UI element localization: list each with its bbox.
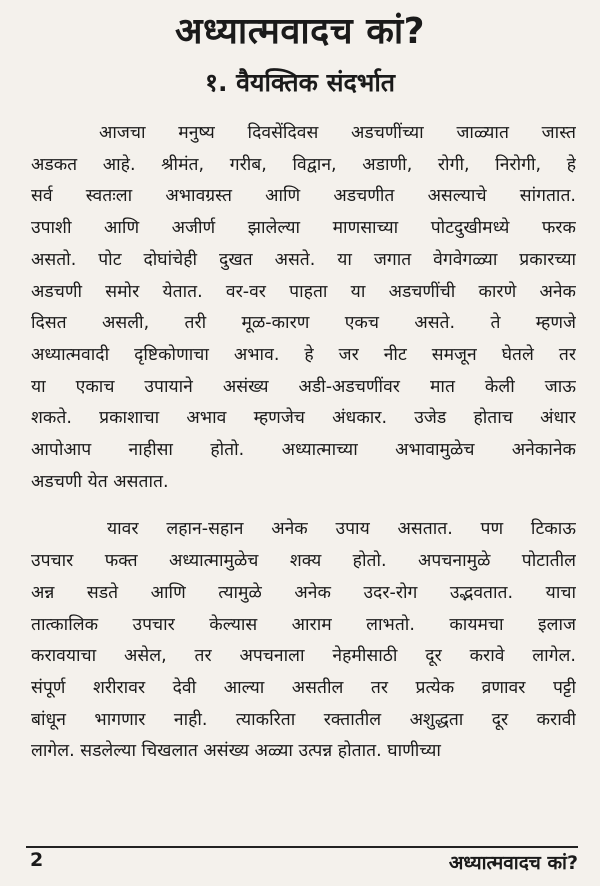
text-line: अडकत आहे. श्रीमंत, गरीब, विद्वान, अडाणी, रोगी, निरोगी, हे <box>31 154 576 175</box>
text-line: संपूर्ण शरीरावर देवी आल्या असतील तर प्रत्येक व्रणावर पट्टी <box>31 677 576 698</box>
text-line: तात्कालिक उपचार केल्यास आराम लाभतो. कायमचा इलाज <box>31 614 576 635</box>
text-line: सर्व स्वतःला अभावग्रस्त आणि अडचणीत असल्याचे सांगतात. <box>31 186 576 207</box>
text-line: आपोआप नाहीसा होतो. अध्यात्माच्या अभावामुळेच अनेकानेक <box>31 440 576 461</box>
text-line: आजचा मनुष्य दिवसेंदिवस अडचणींच्या जाळ्यात जास्त <box>99 123 576 143</box>
text-line: उपचार फक्त अध्यात्मामुळेच शक्य होतो. अपचनामुळे पोटातील <box>31 551 576 572</box>
paragraph-2 <box>31 514 576 768</box>
text-line: यावर लहान-सहान अनेक उपाय असतात. पण टिकाऊ <box>107 519 576 540</box>
text-line: अडचणी समोर येतात. वर-वर पाहता या अडचणींची कारणे अनेक <box>31 281 576 302</box>
text-line: अडचणी येत असतात. <box>31 471 169 492</box>
text-line: लागेल. सडलेल्या चिखलात असंख्य अळ्या उत्पन्न होतात. घाणीच्या <box>31 741 441 762</box>
text-line: बांधून भागणार नाही. त्याकरिता रक्तातील अशुद्धता दूर करावी <box>31 709 576 730</box>
text-line: या एकाच उपायाने असंख्य अडी-अडचणींवर मात केली जाऊ <box>31 376 576 397</box>
text-line: अन्न सडते आणि त्यामुळे अनेक उदर-रोग उद्भवतात. याचा <box>31 582 576 603</box>
text-line: शकते. प्रकाशाचा अभाव म्हणजेच अंधकार. उजेड होताच अंधार <box>31 408 576 429</box>
text-line: अध्यात्मवादी दृष्टिकोणाचा अभाव. हे जर नीट समजून घेतले तर <box>31 344 576 365</box>
section-heading: १. वैयक्तिक संदर्भात <box>204 68 396 97</box>
page-title: अध्यात्मवादच कां? <box>174 11 426 52</box>
text-line: असतो. पोट दोघांचेही दुखत असते. या जगात वेगवेगळ्या प्रकारच्या <box>31 249 576 270</box>
body-text <box>31 118 576 768</box>
text-line: दिसत असली, तरी मूळ-कारण एकच असते. ते म्हणजे <box>31 313 576 334</box>
page-number: 2 <box>30 849 44 871</box>
running-title: अध्यात्मवादच कां? <box>448 852 578 874</box>
text-line: उपाशी आणि अजीर्ण झालेल्या माणसाच्या पोटदुखीमध्ये फरक <box>31 218 576 239</box>
footer-divider <box>26 846 578 848</box>
text-line: करावयाचा असेल, तर अपचनाला नेहमीसाठी दूर करावे लागेल. <box>31 646 576 667</box>
paragraph-1 <box>31 118 576 498</box>
